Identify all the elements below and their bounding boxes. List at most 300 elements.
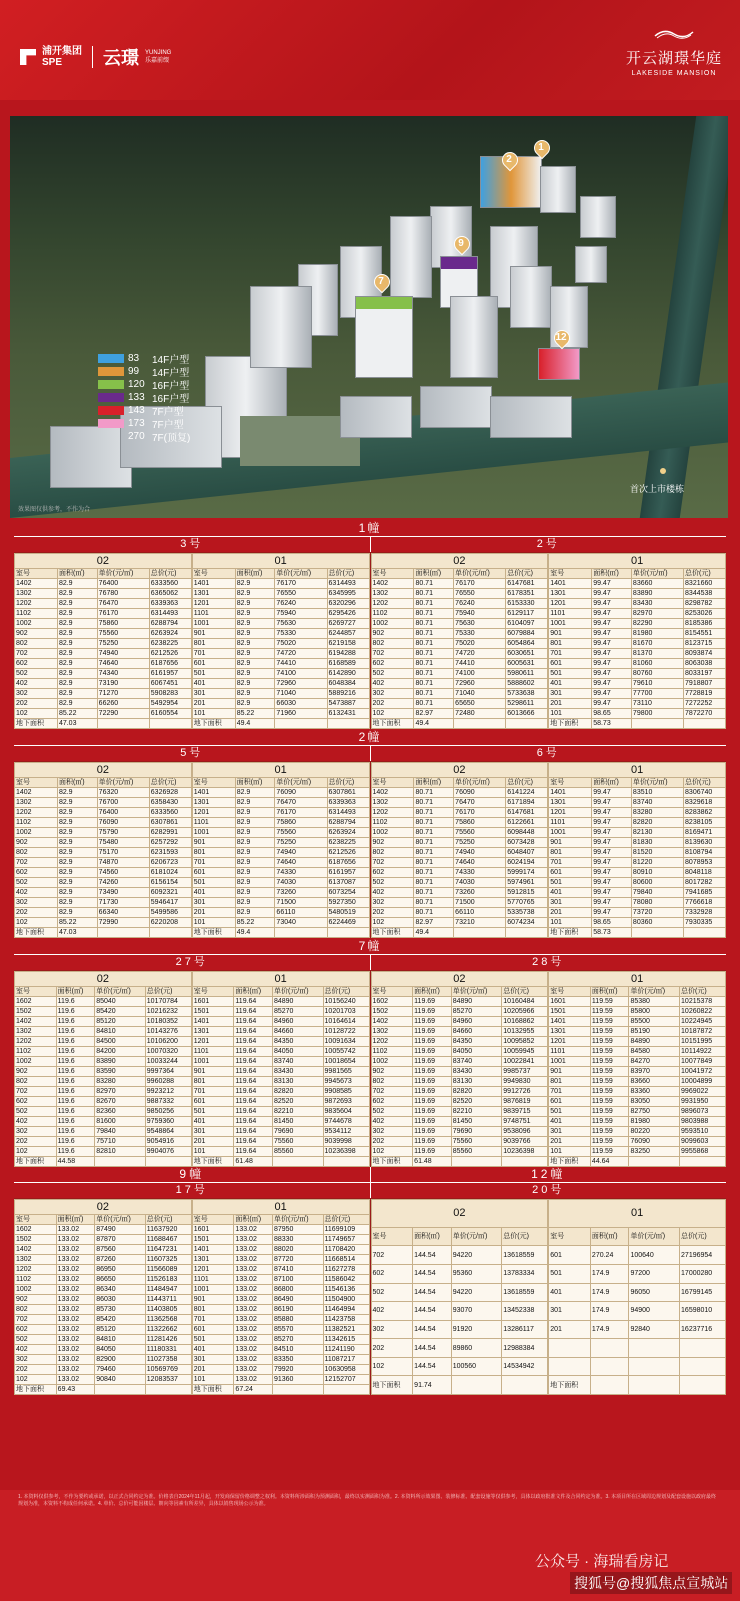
column-header: 面积(㎡): [590, 987, 629, 997]
table-row: [549, 599, 726, 609]
table-cell: 1402: [15, 579, 58, 589]
table-cell: 1202: [15, 599, 58, 609]
table-cell: 11688467: [145, 1235, 191, 1245]
table-cell: 75860: [97, 619, 149, 629]
table-cell: 17000280: [680, 1264, 726, 1283]
table-cell: 1102: [371, 1047, 413, 1057]
table-cell: 75250: [275, 838, 327, 848]
table-cell: 119.69: [413, 1057, 452, 1067]
table-cell: 9969022: [680, 1087, 726, 1097]
table-row: [371, 669, 548, 679]
aerial-rendering: [10, 116, 728, 518]
table-cell: 85190: [629, 1027, 680, 1037]
table-cell: 8344538: [684, 589, 726, 599]
table-cell: 99.47: [592, 858, 632, 868]
unit-table: [548, 971, 726, 1167]
table-row: [549, 1320, 726, 1339]
table-cell: 601: [549, 1097, 591, 1107]
table-cell: 133.02: [234, 1225, 273, 1235]
table-cell: 6030651: [506, 649, 548, 659]
basement-label: 地下面积: [371, 1376, 413, 1395]
table-cell: 133.02: [56, 1325, 95, 1335]
table-cell: 1301: [549, 798, 592, 808]
table-cell: 5946417: [149, 898, 191, 908]
table-cell: 902: [371, 838, 414, 848]
table-row: [371, 808, 548, 818]
table-row: [15, 639, 192, 649]
table-cell: 1402: [15, 788, 58, 798]
table-cell: 82.9: [235, 579, 275, 589]
table-cell: 10224945: [680, 1017, 726, 1027]
table-cell: 133.02: [234, 1325, 273, 1335]
column-header: 单价(元/㎡): [454, 778, 506, 788]
basement-label: 地下面积: [192, 928, 235, 938]
table-cell: 73190: [97, 679, 149, 689]
table-row: [192, 1017, 369, 1027]
table-cell: 301: [192, 898, 235, 908]
table-cell: 73720: [631, 908, 683, 918]
table-cell: 119.69: [413, 1077, 452, 1087]
table-cell: 74030: [275, 878, 327, 888]
table-cell: [97, 719, 149, 729]
table-cell: 75020: [454, 639, 506, 649]
section-group-row: [14, 1167, 726, 1182]
table-row: [15, 898, 192, 908]
table-cell: 75250: [454, 838, 506, 848]
basement-area: 69.43: [56, 1385, 95, 1395]
legend-label: 14F户型: [152, 368, 190, 379]
table-cell: 82820: [451, 1087, 502, 1097]
table-cell: 302: [15, 689, 58, 699]
unit-label: 02: [15, 763, 192, 778]
header-banner: [0, 0, 740, 100]
table-cell: 1201: [192, 808, 235, 818]
table-row: [371, 589, 548, 599]
table-cell: 6147681: [506, 579, 548, 589]
table-cell: 133.02: [234, 1275, 273, 1285]
table-cell: 502: [371, 1107, 413, 1117]
table-cell: 6171894: [506, 798, 548, 808]
table-cell: 9887332: [145, 1097, 191, 1107]
section-group-title: 12幢: [531, 1167, 566, 1181]
table-cell: 1101: [549, 818, 592, 828]
table-cell: 7272252: [684, 699, 726, 709]
table-cell: 102: [371, 918, 414, 928]
table-cell: 6153330: [506, 599, 548, 609]
unit-table: [192, 553, 370, 729]
table-cell: [549, 1339, 591, 1358]
table-cell: 6244857: [327, 629, 369, 639]
table-cell: 302: [15, 1127, 57, 1137]
table-cell: 11708420: [323, 1245, 369, 1255]
table-cell: 99.47: [592, 659, 632, 669]
column-header: 单价(元/㎡): [97, 569, 149, 579]
table-row: [192, 599, 369, 609]
table-row: [192, 1265, 369, 1275]
table-row: [15, 1027, 192, 1037]
table-cell: 74260: [97, 878, 149, 888]
table-cell: 75170: [97, 848, 149, 858]
table-row: [549, 1047, 726, 1057]
table-cell: 6257292: [149, 838, 191, 848]
table-cell: 501: [549, 1107, 591, 1117]
table-cell: 1502: [15, 1235, 57, 1245]
table-row: [15, 1285, 192, 1295]
basement-label: 地下面积: [192, 1157, 234, 1167]
table-cell: 6178351: [506, 589, 548, 599]
table-cell: 87100: [272, 1275, 323, 1285]
table-row: [371, 818, 548, 828]
column-header: 总价(元): [680, 1227, 726, 1246]
table-cell: 119.59: [590, 1117, 629, 1127]
table-row: [549, 1057, 726, 1067]
table-cell: 83740: [631, 798, 683, 808]
table-row: [192, 709, 369, 719]
table-cell: 119.6: [56, 1077, 95, 1087]
table-cell: 6013666: [506, 709, 548, 719]
table-row: [15, 1305, 192, 1315]
table-cell: 79460: [95, 1365, 146, 1375]
table-cell: 119.69: [413, 1097, 452, 1107]
table-row: [549, 689, 726, 699]
table-cell: 76170: [97, 609, 149, 619]
table-cell: 11699109: [323, 1225, 369, 1235]
table-cell: 8108794: [684, 848, 726, 858]
table-cell: 6333560: [149, 579, 191, 589]
table-cell: 83050: [629, 1097, 680, 1107]
table-cell: 84960: [272, 1017, 323, 1027]
section-group-title: 9幢: [14, 1167, 371, 1182]
table-cell: 201: [192, 1365, 234, 1375]
table-cell: 1302: [15, 589, 58, 599]
table-cell: 119.69: [413, 1007, 452, 1017]
table-cell: 66260: [97, 699, 149, 709]
table-cell: 7941685: [684, 888, 726, 898]
table-cell: 81670: [631, 639, 683, 649]
table-cell: 11566089: [145, 1265, 191, 1275]
table-row: [549, 1264, 726, 1283]
column-header: 面积(㎡): [414, 569, 454, 579]
table-cell: 119.69: [413, 1147, 452, 1157]
table-row: [15, 1245, 192, 1255]
table-cell: 802: [371, 848, 414, 858]
column-header: 室号: [549, 569, 592, 579]
table-cell: 80.71: [414, 828, 454, 838]
table-cell: 9538096: [502, 1127, 548, 1137]
table-cell: 301: [549, 898, 592, 908]
basement-area: [590, 1376, 629, 1395]
table-cell: 1302: [371, 1027, 413, 1037]
table-cell: 119.6: [56, 1107, 95, 1117]
table-cell: 6314493: [327, 579, 369, 589]
logo-divider: [92, 46, 93, 68]
table-cell: [145, 1385, 191, 1395]
table-cell: 702: [15, 1315, 57, 1325]
table-cell: 6220208: [149, 918, 191, 928]
column-header-row: [15, 778, 192, 788]
wechat-watermark: 公众号 · 海瑞看房记: [535, 1553, 669, 1570]
table-row: [549, 1087, 726, 1097]
table-row: [371, 1357, 548, 1376]
table-cell: 6141224: [506, 788, 548, 798]
table-cell: 202: [371, 1137, 413, 1147]
column-header: 总价(元): [145, 987, 191, 997]
table-cell: 402: [371, 1117, 413, 1127]
building-title: 27号: [14, 955, 371, 970]
table-cell: 75020: [275, 639, 327, 649]
office-tower: [250, 286, 312, 368]
table-cell: 501: [192, 1107, 234, 1117]
table-cell: 94220: [451, 1246, 502, 1265]
table-cell: 119.69: [413, 1067, 452, 1077]
table-cell: 82970: [631, 609, 683, 619]
table-cell: 96050: [629, 1283, 680, 1302]
table-cell: 301: [192, 689, 235, 699]
column-header-row: [549, 987, 726, 997]
table-cell: 79840: [631, 888, 683, 898]
table-row: [549, 1097, 726, 1107]
table-cell: 11586042: [323, 1275, 369, 1285]
tower: [390, 216, 432, 298]
table-row: [371, 798, 548, 808]
table-cell: 8093874: [684, 649, 726, 659]
unit-table: [371, 971, 549, 1167]
table-row: [15, 599, 192, 609]
table-row: [192, 1087, 369, 1097]
table-cell: 301: [192, 1127, 234, 1137]
table-cell: 119.6: [56, 1017, 95, 1027]
table-cell: 8253026: [684, 609, 726, 619]
sohu-watermark: 搜狐号@搜狐焦点宣城站: [570, 1572, 732, 1594]
table-cell: 119.64: [234, 1047, 273, 1057]
table-cell: 602: [15, 1097, 57, 1107]
table-cell: 9960288: [145, 1077, 191, 1087]
table-row: [371, 1147, 548, 1157]
table-row: [192, 579, 369, 589]
table-cell: 5974961: [506, 878, 548, 888]
table-cell: 101: [549, 1147, 591, 1157]
table-cell: 74030: [454, 878, 506, 888]
table-row: [549, 1147, 726, 1157]
table-cell: 601: [549, 1246, 591, 1265]
table-cell: 119.69: [413, 1137, 452, 1147]
building-title: 17号: [14, 1183, 371, 1198]
table-cell: 144.54: [413, 1246, 452, 1265]
table-cell: 119.59: [590, 1087, 629, 1097]
unit-table: [14, 971, 192, 1167]
table-cell: 101: [192, 709, 235, 719]
table-cell: 82.9: [235, 669, 275, 679]
column-header: 室号: [371, 1227, 413, 1246]
table-cell: 5480519: [327, 908, 369, 918]
table-cell: 85120: [95, 1325, 146, 1335]
table-cell: 9923212: [145, 1087, 191, 1097]
table-cell: 270.24: [590, 1246, 629, 1265]
table-cell: 133.02: [234, 1355, 273, 1365]
table-row: [192, 798, 369, 808]
table-row: [371, 1137, 548, 1147]
table-cell: 701: [549, 858, 592, 868]
table-cell: 16799145: [680, 1283, 726, 1302]
table-cell: 1201: [192, 1265, 234, 1275]
table-cell: 119.6: [56, 1117, 95, 1127]
section-title: 1幢: [14, 520, 726, 536]
basement-row: [192, 1385, 369, 1395]
table-cell: 85560: [272, 1147, 323, 1157]
table-row: [192, 1275, 369, 1285]
table-cell: 11443711: [145, 1295, 191, 1305]
table-cell: 1302: [15, 1027, 57, 1037]
table-cell: 83890: [95, 1057, 146, 1067]
column-header: 室号: [549, 987, 591, 997]
table-cell: 1301: [549, 1027, 591, 1037]
basement-area: 61.48: [234, 1157, 273, 1167]
basement-row: [192, 719, 369, 729]
table-cell: 6339363: [149, 599, 191, 609]
unit-label: 01: [549, 1200, 726, 1228]
table-cell: 75940: [275, 609, 327, 619]
table-cell: 82.9: [235, 888, 275, 898]
table-cell: 6122661: [506, 818, 548, 828]
table-cell: 8154551: [684, 629, 726, 639]
table-cell: 83890: [631, 589, 683, 599]
table-row: [549, 1117, 726, 1127]
table-cell: 91920: [451, 1320, 502, 1339]
table-cell: 10077849: [680, 1057, 726, 1067]
building-group: [14, 1199, 371, 1395]
table-cell: 1501: [549, 1007, 591, 1017]
table-cell: [684, 719, 726, 729]
column-header: 室号: [15, 778, 58, 788]
table-row: [192, 1067, 369, 1077]
table-cell: 99.47: [592, 888, 632, 898]
project-logo: [626, 28, 722, 77]
table-cell: 76470: [275, 798, 327, 808]
column-header-row: [192, 987, 369, 997]
table-cell: 9912726: [502, 1087, 548, 1097]
column-header-row: [371, 1227, 548, 1246]
table-cell: [323, 1157, 369, 1167]
table-row: [15, 808, 192, 818]
table-cell: 402: [371, 1302, 413, 1321]
table-row: [549, 639, 726, 649]
table-cell: 74560: [97, 868, 149, 878]
table-cell: 82520: [272, 1097, 323, 1107]
table-cell: 9054916: [145, 1137, 191, 1147]
table-cell: 83250: [629, 1147, 680, 1157]
table-cell: 76550: [275, 589, 327, 599]
building-group: [371, 762, 727, 938]
table-cell: 402: [15, 1117, 57, 1127]
low-rise: [420, 386, 492, 428]
table-cell: 76170: [275, 579, 327, 589]
table-row: [549, 838, 726, 848]
table-cell: 11241190: [323, 1345, 369, 1355]
table-cell: 702: [371, 649, 414, 659]
legend-area: 99: [128, 366, 140, 377]
table-cell: 119.59: [590, 1057, 629, 1067]
table-cell: 133.02: [56, 1365, 95, 1375]
table-row: [15, 1037, 192, 1047]
legend-area: 173: [128, 418, 145, 429]
table-cell: 601: [192, 659, 235, 669]
column-header-row: [192, 778, 369, 788]
table-cell: [590, 1339, 629, 1358]
table-cell: 6048407: [506, 848, 548, 858]
table-cell: [629, 1376, 680, 1395]
table-cell: 82.9: [57, 898, 97, 908]
table-cell: 119.64: [234, 1017, 273, 1027]
table-cell: [95, 1157, 146, 1167]
column-header: 单价(元/㎡): [97, 778, 149, 788]
table-row: [192, 649, 369, 659]
table-cell: 119.59: [590, 1007, 629, 1017]
table-cell: 102: [371, 1357, 413, 1376]
table-cell: 82.9: [57, 808, 97, 818]
table-cell: 133.02: [56, 1345, 95, 1355]
table-row: [192, 1007, 369, 1017]
table-cell: 8139630: [684, 838, 726, 848]
table-row: [371, 788, 548, 798]
table-cell: 76780: [97, 589, 149, 599]
table-cell: 97200: [629, 1264, 680, 1283]
table-cell: 1301: [192, 589, 235, 599]
basement-label: 地下面积: [549, 928, 592, 938]
table-cell: 84350: [272, 1037, 323, 1047]
table-row: [15, 878, 192, 888]
basement-row: [371, 1157, 548, 1167]
table-row: [192, 1235, 369, 1245]
column-header: 总价(元): [327, 778, 369, 788]
table-cell: 6079884: [506, 629, 548, 639]
table-cell: 119.69: [413, 1037, 452, 1047]
table-row: [549, 1283, 726, 1302]
table-cell: 65650: [454, 699, 506, 709]
table-cell: 82.9: [57, 659, 97, 669]
table-cell: 10156240: [323, 997, 369, 1007]
table-cell: 119.6: [56, 1097, 95, 1107]
basement-area: 49.4: [414, 928, 454, 938]
table-row: [15, 1335, 192, 1345]
table-cell: 5908283: [149, 689, 191, 699]
table-cell: 1201: [192, 599, 235, 609]
table-row: [549, 848, 726, 858]
table-cell: 9748751: [502, 1117, 548, 1127]
column-header: 单价(元/㎡): [95, 1215, 146, 1225]
table-row: [549, 1077, 726, 1087]
project-name-cn: 开云湖璟华庭: [625, 49, 722, 67]
table-cell: [275, 928, 327, 938]
table-cell: 133.02: [234, 1245, 273, 1255]
table-cell: 9872693: [323, 1097, 369, 1107]
table-cell: 802: [15, 1077, 57, 1087]
table-cell: 401: [549, 679, 592, 689]
table-cell: [454, 719, 506, 729]
tower: [450, 296, 498, 378]
unit-label: 01: [549, 972, 726, 987]
basement-row: [192, 1157, 369, 1167]
table-cell: 71040: [454, 689, 506, 699]
table-row: [371, 1107, 548, 1117]
table-cell: 901: [192, 838, 235, 848]
table-row: [192, 1375, 369, 1385]
table-cell: 1402: [371, 788, 414, 798]
table-row: [15, 1107, 192, 1117]
table-cell: 202: [15, 699, 58, 709]
table-cell: 78080: [631, 898, 683, 908]
table-cell: 82.9: [57, 609, 97, 619]
table-cell: 11607325: [145, 1255, 191, 1265]
